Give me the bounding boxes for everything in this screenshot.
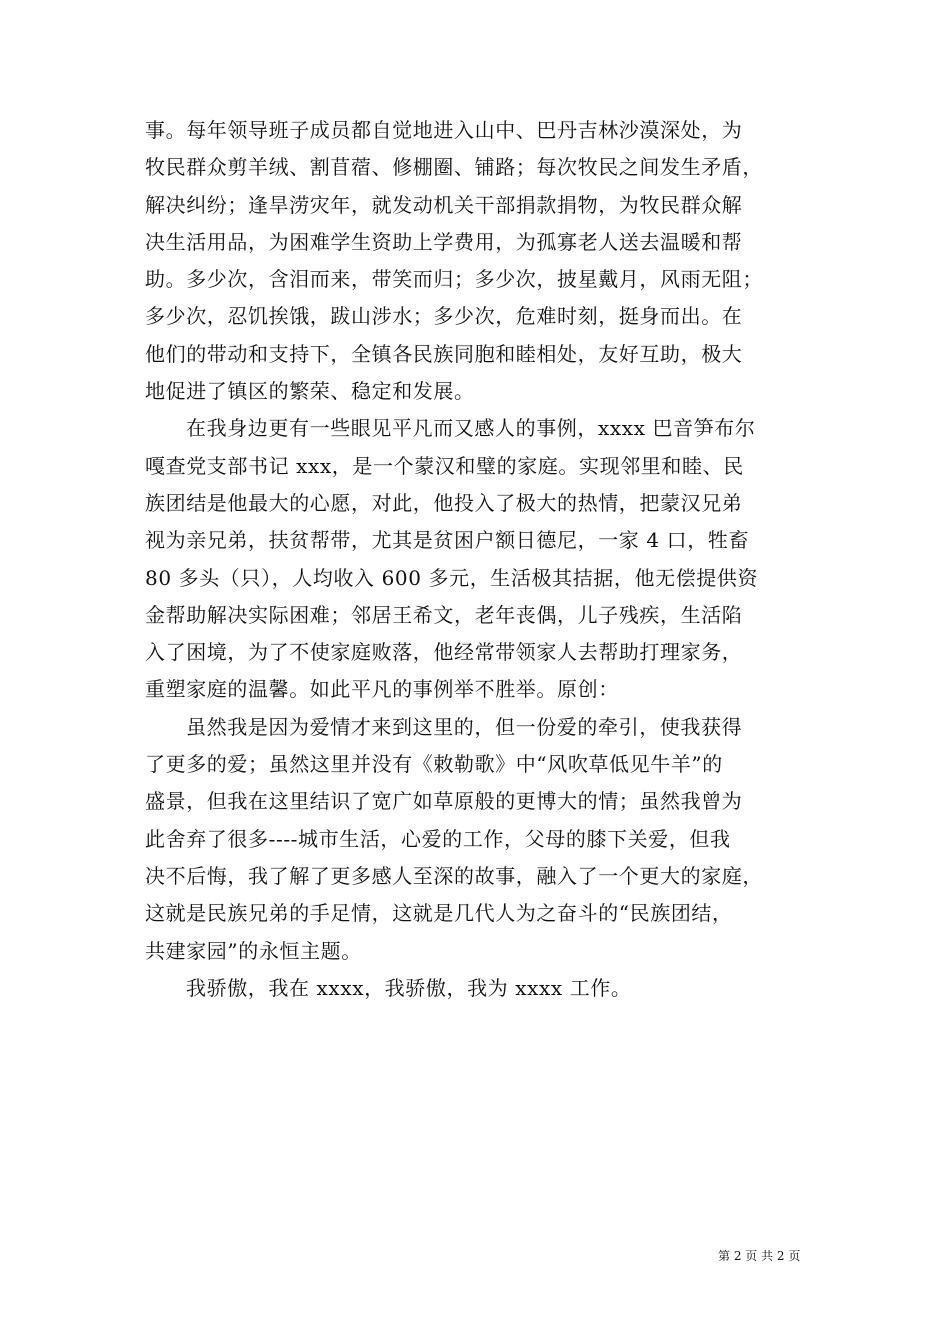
paragraph [145, 970, 815, 1007]
paragraph [145, 112, 815, 410]
text-line: 族团结是他最大的心愿，对此，他投入了极大的热情，把蒙汉兄弟 [145, 490, 743, 515]
text-line: 多少次，忍饥挨饿，跋山涉水；多少次，危难时刻，挺身而出。在 [145, 304, 743, 329]
text-line: 虽然我是因为爱情才来到这里的，但一份爱的牵引，使我获得 [186, 714, 743, 739]
text-line: 我骄傲，我在 xxxx，我骄傲，我为 xxxx 工作。 [186, 975, 632, 1000]
text-line: 在我身边更有一些眼见平凡而又感人的事例，xxxx 巴音笋布尔 [186, 416, 756, 441]
text-line: 助。多少次，含泪而来，带笑而归；多少次，披星戴月，风雨无阻； [145, 267, 763, 292]
text-line: 了更多的爱；虽然这里并没有《敕勒歌》中“风吹草低见牛羊”的 [145, 752, 723, 777]
text-line: 解决纠纷；逢旱涝灾年，就发动机关干部捐款捐物，为牧民群众解 [145, 192, 743, 217]
document-body [145, 112, 815, 1007]
text-line: 视为亲兄弟，扶贫帮带，尤其是贫困户额日德尼，一家 4 口，牲畜 [145, 528, 750, 553]
text-line: 决不后悔，我了解了更多感人至深的故事，融入了一个更大的家庭， [145, 863, 763, 888]
text-line: 入了困境，为了不使家庭败落，他经常带领家人去帮助打理家务， [145, 640, 743, 665]
text-line: 共建家园”的永恒主题。 [145, 938, 362, 963]
text-line: 重塑家庭的温馨。如此平凡的事例举不胜举。原创： [145, 677, 619, 702]
text-line: 80 多头（只），人均收入 600 多元，生活极其拮据，他无偿提供资 [145, 565, 759, 590]
text-line: 这就是民族兄弟的手足情，这就是几代人为之奋斗的“民族团结， [145, 901, 733, 926]
paragraph [145, 410, 815, 708]
text-line: 盛景，但我在这里结识了宽广如草原般的更博大的情；虽然我曾为 [145, 789, 743, 814]
text-line: 牧民群众剪羊绒、割苜蓿、修棚圈、铺路；每次牧民之间发生矛盾， [145, 155, 763, 180]
text-line: 决生活用品，为困难学生资助上学费用，为孤寡老人送去温暖和帮 [145, 229, 743, 254]
paragraph [145, 709, 815, 970]
text-line: 金帮助解决实际困难；邻居王希文，老年丧偶，儿子残疾，生活陷 [145, 602, 743, 627]
page-number-footer: 第 2 页 共 2 页 [718, 1249, 801, 1263]
text-line: 嘎查党支部书记 xxx，是一个蒙汉和璧的家庭。实现邻里和睦、民 [145, 453, 744, 478]
text-line: 他们的带动和支持下，全镇各民族同胞和睦相处，友好互助，极大 [145, 341, 743, 366]
text-line: 此舍弃了很多----城市生活，心爱的工作，父母的膝下关爱，但我 [145, 826, 731, 851]
text-line: 事。每年领导班子成员都自觉地进入山中、巴丹吉林沙漠深处，为 [145, 118, 743, 142]
text-line: 地促进了镇区的繁荣、稳定和发展。 [145, 379, 475, 404]
